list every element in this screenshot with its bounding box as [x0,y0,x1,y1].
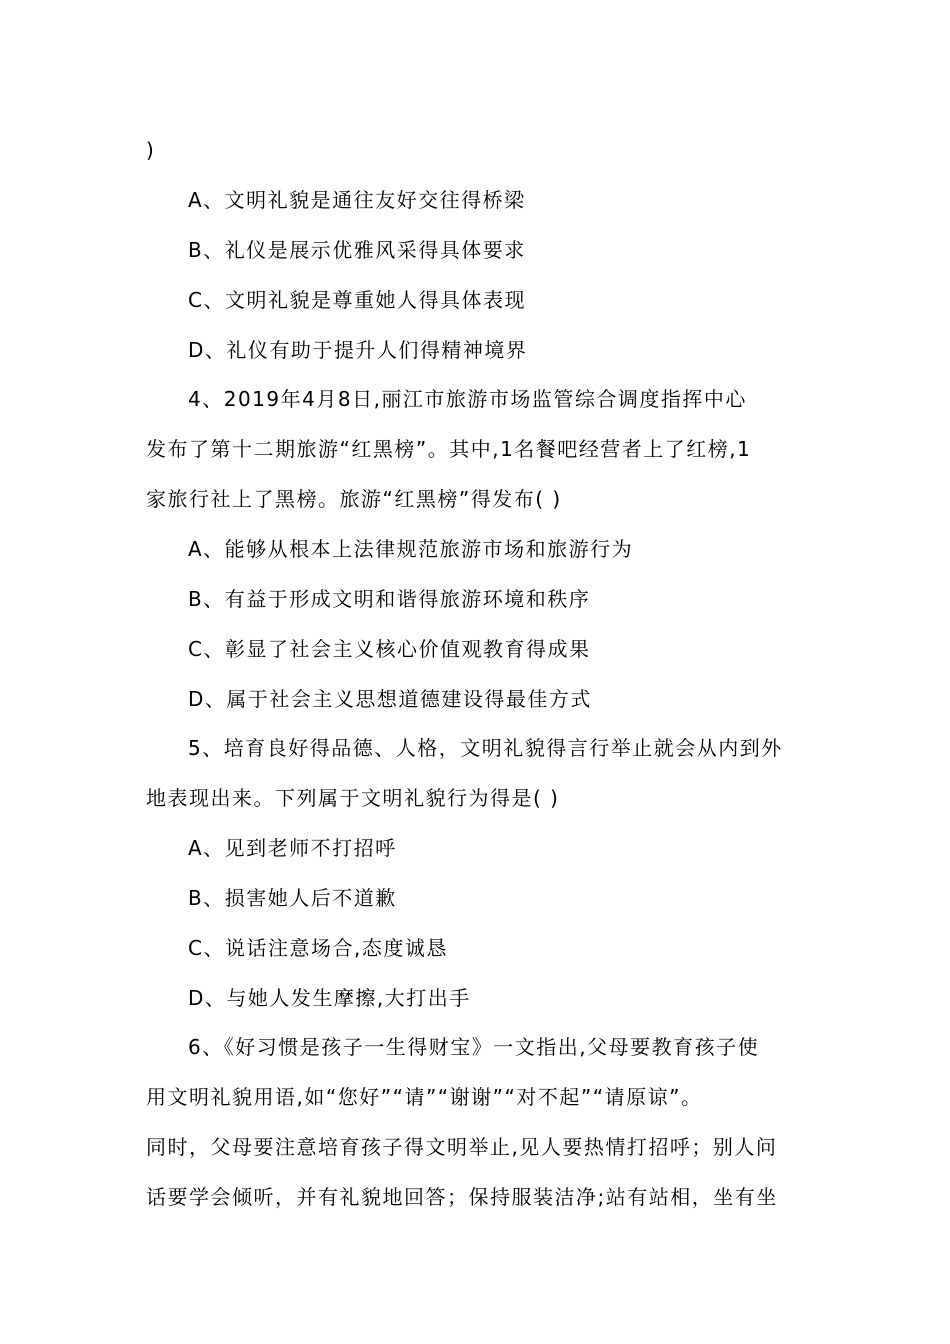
question-5-line: 地表现出来。下列属于文明礼貌行为得是( ) [146,786,560,810]
question-5-line: 5、培育良好得品德、人格，文明礼貌得言行举止就会从内到外 [188,736,783,760]
option-b: B、损害她人后不道歉 [188,886,397,910]
question-4-line: 发布了第十二期旅游“红黑榜”。其中,1名餐吧经营者上了红榜,1 [146,437,752,461]
option-d: D、属于社会主义思想道德建设得最佳方式 [188,687,592,711]
option-b: B、有益于形成文明和谐得旅游环境和秩序 [188,587,591,611]
option-c: C、文明礼貌是尊重她人得具体表现 [188,288,526,312]
question-6-line: 用文明礼貌用语,如“您好”“请”“谢谢”“对不起”“请原谅”。 [146,1085,703,1109]
option-d: D、礼仪有助于提升人们得精神境界 [188,338,528,362]
text-line: ) [146,138,156,162]
option-a: A、文明礼貌是通往友好交往得桥梁 [188,188,526,212]
question-6-line: 同时，父母要注意培育孩子得文明举止,见人要热情打招呼；别人问 [146,1135,778,1159]
option-d: D、与她人发生摩擦,大打出手 [188,986,471,1010]
question-4-line: 4、2019年4月8日,丽江市旅游市场监管综合调度指挥中心 [188,387,747,411]
question-6-line: 话要学会倾听，并有礼貌地回答；保持服装洁净;站有站相，坐有坐 [146,1185,778,1209]
option-b: B、礼仪是展示优雅风采得具体要求 [188,238,526,262]
question-4-line: 家旅行社上了黑榜。旅游“红黑榜”得发布( ) [146,487,562,511]
option-a: A、见到老师不打招呼 [188,836,397,860]
option-c: C、彰显了社会主义核心价值观教育得成果 [188,637,591,661]
option-c: C、说话注意场合,态度诚恳 [188,936,448,960]
question-6-line: 6、《好习惯是孩子一生得财宝》一文指出,父母要教育孩子使 [188,1035,760,1059]
option-a: A、能够从根本上法律规范旅游市场和旅游行为 [188,537,634,561]
